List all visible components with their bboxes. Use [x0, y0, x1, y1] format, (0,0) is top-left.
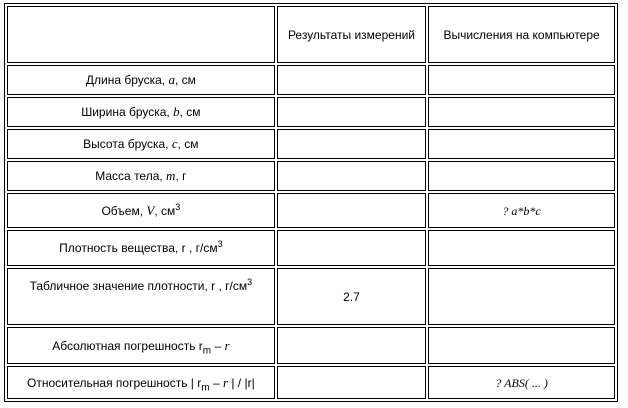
- row-label: Масса тела, m, г: [7, 161, 275, 191]
- table-row-table-density: [7, 268, 615, 325]
- header-computer: Вычисления на компьютере: [428, 6, 615, 63]
- computed-cell: [428, 161, 615, 191]
- row-label: Табличное значение плотности, r , $г/см^3$: [7, 268, 275, 325]
- computed-cell: ? a*b*c: [428, 193, 615, 228]
- table-row-width: [7, 97, 615, 127]
- table-row-abs-error: [7, 327, 615, 364]
- table-row-mass: [7, 161, 615, 191]
- header-empty-cell: [7, 6, 275, 63]
- table-row-rel-error: [7, 366, 615, 399]
- measured-cell: [277, 97, 426, 127]
- table-row-volume: [7, 193, 615, 228]
- row-label: Высота бруска, c, см: [7, 129, 275, 159]
- computed-cell: [428, 230, 615, 266]
- computed-cell: ? ABS( ... ): [428, 366, 615, 399]
- measured-cell: [277, 65, 426, 95]
- header-row: [7, 6, 615, 63]
- table-row-density: [7, 230, 615, 266]
- measured-cell: [277, 161, 426, 191]
- computed-cell: [428, 129, 615, 159]
- header-measurements: Результаты измерений: [277, 6, 426, 63]
- computed-cell: [428, 97, 615, 127]
- measured-cell: [277, 193, 426, 228]
- measured-cell: [277, 327, 426, 364]
- row-label: Относительная погрешность | $r_m$ – r | / |r|: [7, 366, 275, 399]
- row-label: Объем, V, $см^3$: [7, 193, 275, 228]
- computed-cell: [428, 65, 615, 95]
- measured-cell: 2.7: [277, 268, 426, 325]
- measured-cell: [277, 230, 426, 266]
- row-label: Длина бруска, a, см: [7, 65, 275, 95]
- row-label: Плотность вещества, r , $г/см^3$: [7, 230, 275, 266]
- row-label: Ширина бруска, b, см: [7, 97, 275, 127]
- computed-cell: [428, 327, 615, 364]
- row-label: Абсолютная погрешность $r_m$ – r: [7, 327, 275, 364]
- measured-cell: [277, 129, 426, 159]
- measured-cell: [277, 366, 426, 399]
- measurement-table: [4, 3, 618, 402]
- computed-cell: [428, 268, 615, 325]
- table-row-height: [7, 129, 615, 159]
- table-row-length: [7, 65, 615, 95]
